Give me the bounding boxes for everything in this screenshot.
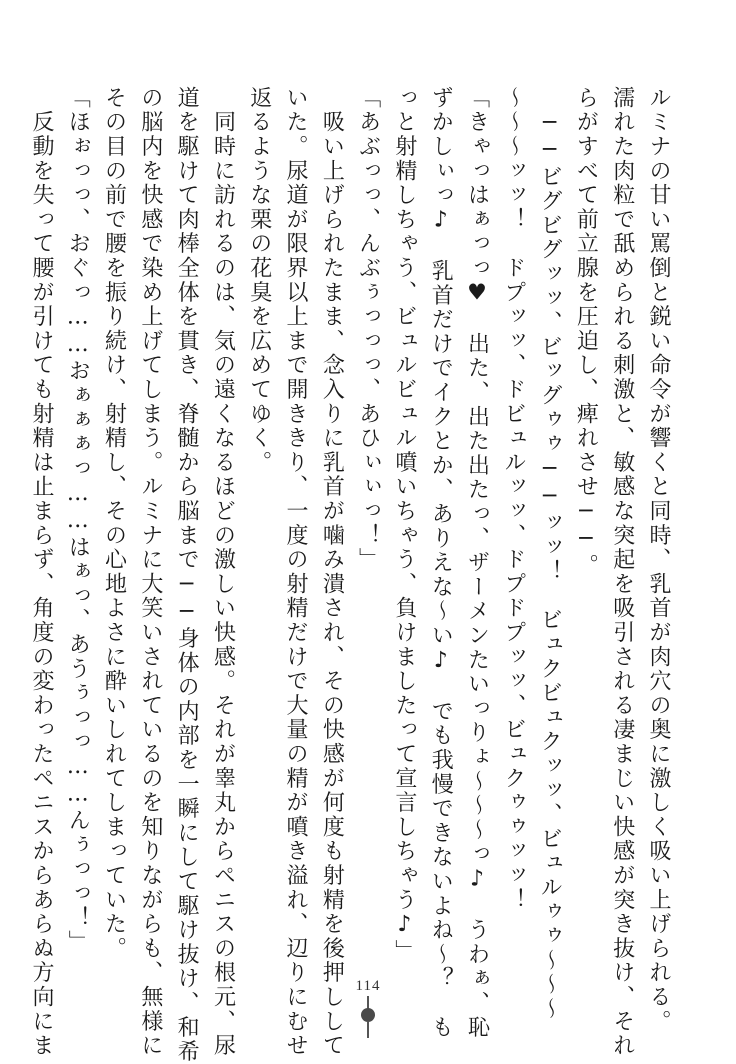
text-line: 「ほぉっっ、おぐっ……おぁぁぁっ……はぁっ、あうぅっっ……んぅっっ！」 — [65, 86, 91, 955]
text-line: 道を駆けて肉棒全体を貫き、脊髄から脳まで──身体の内部を一瞬にして駆け抜け、和希 — [174, 86, 200, 1064]
text-line: っと射精しちゃう、ビュルビュル噴いちゃう、負けましたって宣言しちゃう♪」 — [391, 86, 417, 964]
text-line: いた。尿道が限界以上まで開ききり、一度の射精だけで大量の精が噴き溢れ、辺りにむせ — [283, 86, 309, 1058]
text-line: 吸い上げられたまま、念入りに乳首が噛み潰され、その快感が何度も射精を後押しして — [319, 86, 345, 1058]
text-line: 濡れた肉粒で舐められる刺激と、敏感な突起を吸引される凄まじい快感が突き抜け、それ — [609, 86, 635, 1058]
page-number: 114 — [355, 978, 381, 994]
text-line: 「あぶっっ、んぶぅっっっ、あひぃぃっ！」 — [355, 86, 381, 572]
text-line: ──ビグビグッッ、ビッグゥゥ──ッッ！ ビュクビュクッッ、ビュルゥゥ〜〜〜 — [537, 86, 563, 1022]
marker-stem — [367, 1022, 369, 1038]
text-line: らがすべて前立腺を圧迫し、痺れさせ──。 — [573, 86, 599, 578]
text-line: 〜〜〜ッッ！ ドプッッ、ドビュルッッ、ドプドプッッ、ビュクゥゥッッ！ — [500, 86, 526, 913]
text-line: の脳内を快感で染め上げてしまう。ルミナに大笑いされているのを知りながらも、無様に — [137, 86, 163, 1058]
text-line: ルミナの甘い罵倒と鋭い命令が響くと同時、乳首が肉穴の奥に激しく吸い上げられる。 — [646, 86, 671, 1034]
text-line: 反動を失って腰が引けても射精は止まらず、角度の変わったペニスからあらぬ方向にま — [28, 86, 54, 1058]
text-line: 返るような栗の花臭を広めてゆく。 — [246, 86, 272, 475]
text-line: 「きゃっはぁっっ♥ 出た、出た出たっ、ザーメンたいっりょ〜〜〜っ♪ うわぁ、恥 — [464, 86, 490, 1040]
text-line: 同時に訪れるのは、気の遠くなるほどの激しい快感。それが睾丸からペニスの根元、尿 — [210, 86, 236, 1058]
marker-dot — [361, 1008, 375, 1022]
text-line: その目の前で腰を振り続け、射精し、その心地よさに酔いしれてしまっていた。 — [101, 86, 127, 961]
page-marker-icon — [361, 996, 375, 1038]
text-line: ずかしぃっ♪ 乳首だけでイクとか、ありえな〜い♪ でも我慢できないよね〜？ も — [428, 86, 454, 1040]
